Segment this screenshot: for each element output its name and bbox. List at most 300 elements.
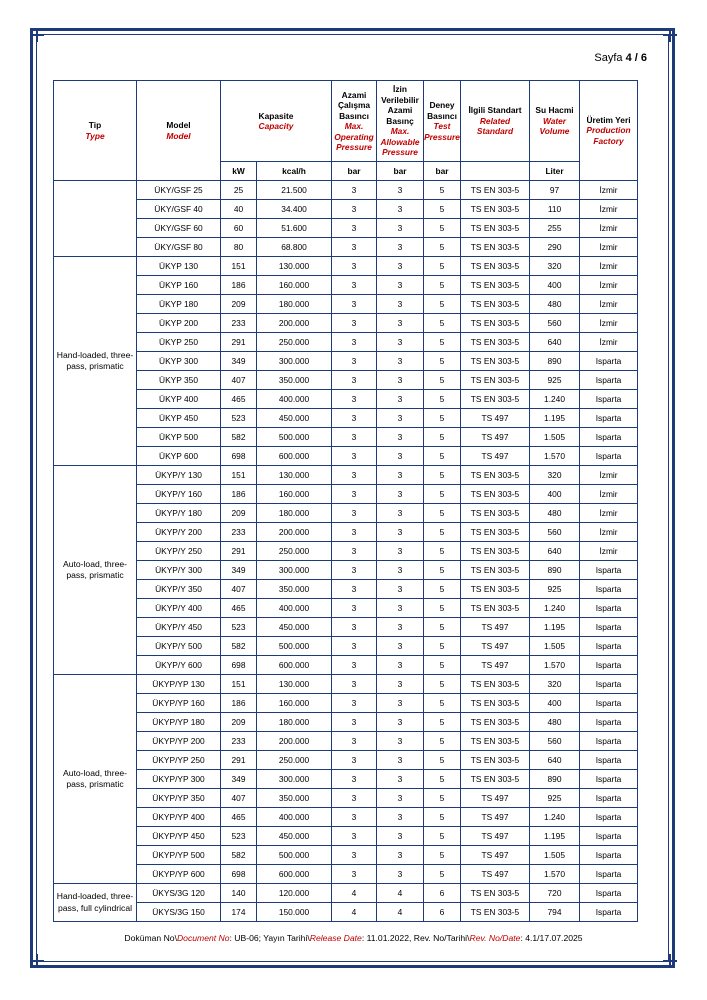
model-cell: ÜKYP 450 <box>137 409 221 428</box>
factory-cell: Isparta <box>580 390 638 409</box>
max-operating-cell: 3 <box>332 732 377 751</box>
capacity-kw-cell: 349 <box>221 770 257 789</box>
max-operating-cell: 3 <box>332 352 377 371</box>
water-volume-cell: 97 <box>530 181 580 200</box>
table-row <box>54 542 638 561</box>
standard-cell: TS 497 <box>461 409 530 428</box>
model-cell: ÜKYP/Y 180 <box>137 504 221 523</box>
water-volume-cell: 1.195 <box>530 827 580 846</box>
capacity-kw-cell: 698 <box>221 656 257 675</box>
factory-cell: Isparta <box>580 884 638 903</box>
max-operating-cell: 3 <box>332 314 377 333</box>
model-cell: ÜKYP/Y 200 <box>137 523 221 542</box>
type-cell <box>54 181 137 257</box>
capacity-kcal-cell: 200.000 <box>257 314 332 333</box>
header-capacity: Kapasite Capacity <box>221 81 332 162</box>
max-operating-cell: 3 <box>332 637 377 656</box>
table-row <box>54 390 638 409</box>
table-row <box>54 561 638 580</box>
model-cell: ÜKYP 600 <box>137 447 221 466</box>
standard-cell: TS EN 303-5 <box>461 276 530 295</box>
capacity-kcal-cell: 450.000 <box>257 409 332 428</box>
capacity-kcal-cell: 600.000 <box>257 447 332 466</box>
model-cell: ÜKYS/3G 120 <box>137 884 221 903</box>
model-cell: ÜKYP/YP 300 <box>137 770 221 789</box>
standard-cell: TS EN 303-5 <box>461 295 530 314</box>
max-operating-cell: 3 <box>332 504 377 523</box>
header-test-pressure: Deney Basıncı Test Pressure <box>424 81 461 162</box>
factory-cell: Isparta <box>580 447 638 466</box>
type-cell: Hand-loaded, three-pass, prismatic <box>54 257 137 466</box>
capacity-kcal-cell: 500.000 <box>257 637 332 656</box>
table-row <box>54 713 638 732</box>
max-operating-cell: 3 <box>332 409 377 428</box>
table-row <box>54 656 638 675</box>
standard-cell: TS EN 303-5 <box>461 751 530 770</box>
model-cell: ÜKYP/Y 500 <box>137 637 221 656</box>
model-cell: ÜKY/GSF 80 <box>137 238 221 257</box>
capacity-kw-cell: 209 <box>221 713 257 732</box>
test-pressure-cell: 5 <box>424 200 461 219</box>
test-pressure-cell: 5 <box>424 295 461 314</box>
model-cell: ÜKYP/Y 130 <box>137 466 221 485</box>
factory-cell: Isparta <box>580 732 638 751</box>
model-cell: ÜKYP 130 <box>137 257 221 276</box>
water-volume-cell: 1.240 <box>530 808 580 827</box>
standard-cell: TS 497 <box>461 865 530 884</box>
capacity-kw-cell: 151 <box>221 466 257 485</box>
factory-cell: Isparta <box>580 827 638 846</box>
max-allowable-cell: 3 <box>377 238 424 257</box>
standard-cell: TS EN 303-5 <box>461 523 530 542</box>
header-max-operating: Azami Çalışma Basıncı Max. Operating Pressure <box>332 81 377 162</box>
water-volume-cell: 1.240 <box>530 599 580 618</box>
test-pressure-cell: 5 <box>424 675 461 694</box>
model-cell: ÜKYP/Y 600 <box>137 656 221 675</box>
capacity-kw-cell: 80 <box>221 238 257 257</box>
standard-cell: TS 497 <box>461 428 530 447</box>
factory-cell: Isparta <box>580 751 638 770</box>
capacity-kcal-cell: 130.000 <box>257 466 332 485</box>
standard-cell: TS EN 303-5 <box>461 314 530 333</box>
capacity-kw-cell: 151 <box>221 675 257 694</box>
unit-bar-operating: bar <box>332 162 377 181</box>
max-allowable-cell: 3 <box>377 333 424 352</box>
max-operating-cell: 3 <box>332 428 377 447</box>
max-allowable-cell: 3 <box>377 694 424 713</box>
table-row <box>54 485 638 504</box>
max-operating-cell: 3 <box>332 390 377 409</box>
model-cell: ÜKYP/YP 500 <box>137 846 221 865</box>
water-volume-cell: 890 <box>530 770 580 789</box>
factory-cell: Isparta <box>580 808 638 827</box>
table-row <box>54 903 638 922</box>
test-pressure-cell: 5 <box>424 846 461 865</box>
type-cell: Auto-load, three-pass, prismatic <box>54 675 137 884</box>
test-pressure-cell: 5 <box>424 409 461 428</box>
standard-cell: TS 497 <box>461 618 530 637</box>
factory-cell: Isparta <box>580 656 638 675</box>
factory-cell: Isparta <box>580 371 638 390</box>
capacity-kcal-cell: 200.000 <box>257 732 332 751</box>
test-pressure-cell: 5 <box>424 713 461 732</box>
factory-cell: Isparta <box>580 846 638 865</box>
capacity-kw-cell: 174 <box>221 903 257 922</box>
factory-cell: İzmir <box>580 314 638 333</box>
model-cell: ÜKYP 350 <box>137 371 221 390</box>
standard-cell: TS EN 303-5 <box>461 333 530 352</box>
table-row <box>54 371 638 390</box>
capacity-kcal-cell: 130.000 <box>257 257 332 276</box>
capacity-kw-cell: 465 <box>221 808 257 827</box>
max-allowable-cell: 3 <box>377 789 424 808</box>
standard-cell: TS EN 303-5 <box>461 884 530 903</box>
capacity-kcal-cell: 350.000 <box>257 580 332 599</box>
header-max-allowable: İzin Verilebilir Azami Basınç Max. Allowable Pressure <box>377 81 424 162</box>
water-volume-cell: 1.505 <box>530 428 580 447</box>
standard-cell: TS EN 303-5 <box>461 219 530 238</box>
max-operating-cell: 3 <box>332 865 377 884</box>
test-pressure-cell: 5 <box>424 751 461 770</box>
table-row <box>54 618 638 637</box>
max-allowable-cell: 3 <box>377 637 424 656</box>
table-row <box>54 637 638 656</box>
capacity-kw-cell: 186 <box>221 276 257 295</box>
max-allowable-cell: 3 <box>377 770 424 789</box>
water-volume-cell: 400 <box>530 485 580 504</box>
factory-cell: İzmir <box>580 200 638 219</box>
table-row <box>54 580 638 599</box>
max-allowable-cell: 3 <box>377 181 424 200</box>
water-volume-cell: 1.195 <box>530 618 580 637</box>
water-volume-cell: 1.570 <box>530 656 580 675</box>
capacity-kw-cell: 233 <box>221 732 257 751</box>
model-cell: ÜKYP 200 <box>137 314 221 333</box>
max-allowable-cell: 3 <box>377 732 424 751</box>
capacity-kw-cell: 523 <box>221 618 257 637</box>
max-operating-cell: 4 <box>332 884 377 903</box>
table-row <box>54 352 638 371</box>
factory-cell: İzmir <box>580 219 638 238</box>
max-allowable-cell: 3 <box>377 428 424 447</box>
water-volume-cell: 1.505 <box>530 637 580 656</box>
standard-cell: TS EN 303-5 <box>461 580 530 599</box>
factory-cell: Isparta <box>580 352 638 371</box>
water-volume-cell: 320 <box>530 675 580 694</box>
capacity-kw-cell: 582 <box>221 428 257 447</box>
factory-cell: İzmir <box>580 257 638 276</box>
water-volume-cell: 255 <box>530 219 580 238</box>
capacity-kw-cell: 582 <box>221 637 257 656</box>
capacity-kcal-cell: 300.000 <box>257 561 332 580</box>
standard-cell: TS 497 <box>461 656 530 675</box>
standard-cell: TS EN 303-5 <box>461 599 530 618</box>
max-operating-cell: 3 <box>332 333 377 352</box>
max-allowable-cell: 3 <box>377 599 424 618</box>
model-cell: ÜKYP/Y 250 <box>137 542 221 561</box>
capacity-kw-cell: 698 <box>221 447 257 466</box>
standard-cell: TS EN 303-5 <box>461 257 530 276</box>
table-row <box>54 827 638 846</box>
model-cell: ÜKY/GSF 40 <box>137 200 221 219</box>
capacity-kw-cell: 233 <box>221 523 257 542</box>
model-cell: ÜKYP 180 <box>137 295 221 314</box>
max-operating-cell: 3 <box>332 694 377 713</box>
type-cell: Auto-load, three-pass, prismatic <box>54 466 137 675</box>
test-pressure-cell: 5 <box>424 219 461 238</box>
test-pressure-cell: 5 <box>424 447 461 466</box>
table-row <box>54 219 638 238</box>
capacity-kcal-cell: 21.500 <box>257 181 332 200</box>
table-row <box>54 257 638 276</box>
standard-cell: TS EN 303-5 <box>461 675 530 694</box>
test-pressure-cell: 5 <box>424 789 461 808</box>
max-allowable-cell: 3 <box>377 504 424 523</box>
factory-cell: Isparta <box>580 637 638 656</box>
test-pressure-cell: 5 <box>424 637 461 656</box>
capacity-kw-cell: 465 <box>221 599 257 618</box>
model-cell: ÜKYP 300 <box>137 352 221 371</box>
capacity-kcal-cell: 500.000 <box>257 846 332 865</box>
max-allowable-cell: 3 <box>377 257 424 276</box>
factory-cell: İzmir <box>580 504 638 523</box>
capacity-kw-cell: 465 <box>221 390 257 409</box>
capacity-kcal-cell: 600.000 <box>257 865 332 884</box>
capacity-kw-cell: 523 <box>221 409 257 428</box>
test-pressure-cell: 5 <box>424 523 461 542</box>
standard-cell: TS 497 <box>461 846 530 865</box>
model-cell: ÜKYP/YP 250 <box>137 751 221 770</box>
water-volume-cell: 110 <box>530 200 580 219</box>
water-volume-cell: 1.570 <box>530 447 580 466</box>
table-row <box>54 732 638 751</box>
max-operating-cell: 3 <box>332 276 377 295</box>
max-allowable-cell: 3 <box>377 523 424 542</box>
capacity-kw-cell: 151 <box>221 257 257 276</box>
max-allowable-cell: 3 <box>377 827 424 846</box>
max-operating-cell: 3 <box>332 238 377 257</box>
factory-cell: Isparta <box>580 903 638 922</box>
capacity-kw-cell: 209 <box>221 504 257 523</box>
table-row <box>54 751 638 770</box>
test-pressure-cell: 5 <box>424 504 461 523</box>
standard-cell: TS EN 303-5 <box>461 732 530 751</box>
max-allowable-cell: 3 <box>377 390 424 409</box>
capacity-kw-cell: 233 <box>221 314 257 333</box>
capacity-kcal-cell: 120.000 <box>257 884 332 903</box>
max-operating-cell: 3 <box>332 751 377 770</box>
capacity-kw-cell: 60 <box>221 219 257 238</box>
model-cell: ÜKYP/YP 400 <box>137 808 221 827</box>
max-allowable-cell: 3 <box>377 485 424 504</box>
standard-cell: TS EN 303-5 <box>461 770 530 789</box>
max-allowable-cell: 3 <box>377 865 424 884</box>
water-volume-cell: 1.195 <box>530 409 580 428</box>
capacity-kcal-cell: 160.000 <box>257 276 332 295</box>
model-cell: ÜKYP/Y 350 <box>137 580 221 599</box>
max-operating-cell: 3 <box>332 599 377 618</box>
max-operating-cell: 3 <box>332 675 377 694</box>
max-allowable-cell: 3 <box>377 618 424 637</box>
max-allowable-cell: 3 <box>377 314 424 333</box>
water-volume-cell: 720 <box>530 884 580 903</box>
test-pressure-cell: 5 <box>424 352 461 371</box>
test-pressure-cell: 5 <box>424 466 461 485</box>
test-pressure-cell: 5 <box>424 865 461 884</box>
unit-liter: Liter <box>530 162 580 181</box>
capacity-kcal-cell: 51.600 <box>257 219 332 238</box>
max-operating-cell: 3 <box>332 770 377 789</box>
capacity-kw-cell: 407 <box>221 580 257 599</box>
max-operating-cell: 3 <box>332 257 377 276</box>
model-cell: ÜKYP/Y 450 <box>137 618 221 637</box>
capacity-kw-cell: 140 <box>221 884 257 903</box>
model-cell: ÜKYP/YP 180 <box>137 713 221 732</box>
capacity-kw-cell: 291 <box>221 751 257 770</box>
water-volume-cell: 480 <box>530 713 580 732</box>
header-water-volume: Su Hacmi Water Volume <box>530 81 580 162</box>
table-row <box>54 599 638 618</box>
test-pressure-cell: 5 <box>424 333 461 352</box>
corner-ornament-tr <box>663 28 677 42</box>
factory-cell: İzmir <box>580 523 638 542</box>
water-volume-cell: 320 <box>530 257 580 276</box>
factory-cell: Isparta <box>580 713 638 732</box>
corner-ornament-bl <box>30 954 44 968</box>
max-allowable-cell: 3 <box>377 542 424 561</box>
standard-cell: TS EN 303-5 <box>461 542 530 561</box>
test-pressure-cell: 6 <box>424 884 461 903</box>
capacity-kcal-cell: 400.000 <box>257 599 332 618</box>
test-pressure-cell: 5 <box>424 808 461 827</box>
capacity-kcal-cell: 300.000 <box>257 352 332 371</box>
table-row <box>54 846 638 865</box>
capacity-kw-cell: 698 <box>221 865 257 884</box>
standard-cell: TS EN 303-5 <box>461 200 530 219</box>
model-cell: ÜKYP/Y 400 <box>137 599 221 618</box>
capacity-kw-cell: 40 <box>221 200 257 219</box>
test-pressure-cell: 5 <box>424 428 461 447</box>
water-volume-cell: 1.570 <box>530 865 580 884</box>
standard-cell: TS EN 303-5 <box>461 371 530 390</box>
water-volume-cell: 925 <box>530 580 580 599</box>
water-volume-cell: 560 <box>530 732 580 751</box>
capacity-kcal-cell: 400.000 <box>257 808 332 827</box>
water-volume-cell: 290 <box>530 238 580 257</box>
max-operating-cell: 3 <box>332 523 377 542</box>
max-operating-cell: 3 <box>332 580 377 599</box>
model-cell: ÜKYP/YP 130 <box>137 675 221 694</box>
factory-cell: Isparta <box>580 865 638 884</box>
capacity-kw-cell: 407 <box>221 371 257 390</box>
capacity-kcal-cell: 600.000 <box>257 656 332 675</box>
max-allowable-cell: 3 <box>377 656 424 675</box>
max-operating-cell: 3 <box>332 542 377 561</box>
capacity-kw-cell: 291 <box>221 542 257 561</box>
model-cell: ÜKYP 250 <box>137 333 221 352</box>
water-volume-cell: 1.505 <box>530 846 580 865</box>
factory-cell: Isparta <box>580 428 638 447</box>
capacity-kcal-cell: 350.000 <box>257 789 332 808</box>
standard-cell: TS 497 <box>461 808 530 827</box>
max-allowable-cell: 3 <box>377 580 424 599</box>
water-volume-cell: 890 <box>530 561 580 580</box>
table-row <box>54 504 638 523</box>
capacity-kw-cell: 186 <box>221 485 257 504</box>
test-pressure-cell: 5 <box>424 770 461 789</box>
standard-cell: TS 497 <box>461 827 530 846</box>
product-table <box>53 80 638 922</box>
test-pressure-cell: 5 <box>424 181 461 200</box>
test-pressure-cell: 6 <box>424 903 461 922</box>
header-factory: Üretim Yeri Production Factory <box>580 81 638 181</box>
table-row <box>54 694 638 713</box>
water-volume-cell: 640 <box>530 751 580 770</box>
unit-bar-allowable: bar <box>377 162 424 181</box>
table-row <box>54 238 638 257</box>
unit-kw: kW <box>221 162 257 181</box>
water-volume-cell: 400 <box>530 694 580 713</box>
water-volume-cell: 560 <box>530 523 580 542</box>
test-pressure-cell: 5 <box>424 371 461 390</box>
max-operating-cell: 3 <box>332 181 377 200</box>
capacity-kw-cell: 349 <box>221 561 257 580</box>
table-row <box>54 808 638 827</box>
page-number: Sayfa 4 / 6 <box>594 52 647 64</box>
table-row <box>54 181 638 200</box>
capacity-kcal-cell: 200.000 <box>257 523 332 542</box>
water-volume-cell: 890 <box>530 352 580 371</box>
corner-ornament-br <box>663 954 677 968</box>
model-cell: ÜKYP 160 <box>137 276 221 295</box>
water-volume-cell: 640 <box>530 542 580 561</box>
table-row <box>54 333 638 352</box>
standard-cell: TS 497 <box>461 637 530 656</box>
standard-cell: TS EN 303-5 <box>461 713 530 732</box>
max-allowable-cell: 3 <box>377 466 424 485</box>
max-operating-cell: 3 <box>332 295 377 314</box>
capacity-kcal-cell: 160.000 <box>257 694 332 713</box>
unit-kcal: kcal/h <box>257 162 332 181</box>
model-cell: ÜKYP/YP 350 <box>137 789 221 808</box>
capacity-kw-cell: 291 <box>221 333 257 352</box>
capacity-kcal-cell: 500.000 <box>257 428 332 447</box>
model-cell: ÜKYP 500 <box>137 428 221 447</box>
factory-cell: İzmir <box>580 276 638 295</box>
factory-cell: Isparta <box>580 618 638 637</box>
model-cell: ÜKYP/Y 160 <box>137 485 221 504</box>
table-row <box>54 314 638 333</box>
test-pressure-cell: 5 <box>424 580 461 599</box>
factory-cell: İzmir <box>580 333 638 352</box>
max-allowable-cell: 4 <box>377 903 424 922</box>
corner-ornament-tl <box>30 28 44 42</box>
max-operating-cell: 3 <box>332 485 377 504</box>
max-operating-cell: 3 <box>332 846 377 865</box>
table-row <box>54 200 638 219</box>
table-row <box>54 466 638 485</box>
max-operating-cell: 3 <box>332 561 377 580</box>
max-operating-cell: 3 <box>332 200 377 219</box>
water-volume-cell: 480 <box>530 504 580 523</box>
standard-cell: TS EN 303-5 <box>461 390 530 409</box>
capacity-kcal-cell: 400.000 <box>257 390 332 409</box>
capacity-kw-cell: 523 <box>221 827 257 846</box>
standard-cell: TS EN 303-5 <box>461 352 530 371</box>
factory-cell: Isparta <box>580 599 638 618</box>
standard-cell: TS EN 303-5 <box>461 181 530 200</box>
test-pressure-cell: 5 <box>424 314 461 333</box>
